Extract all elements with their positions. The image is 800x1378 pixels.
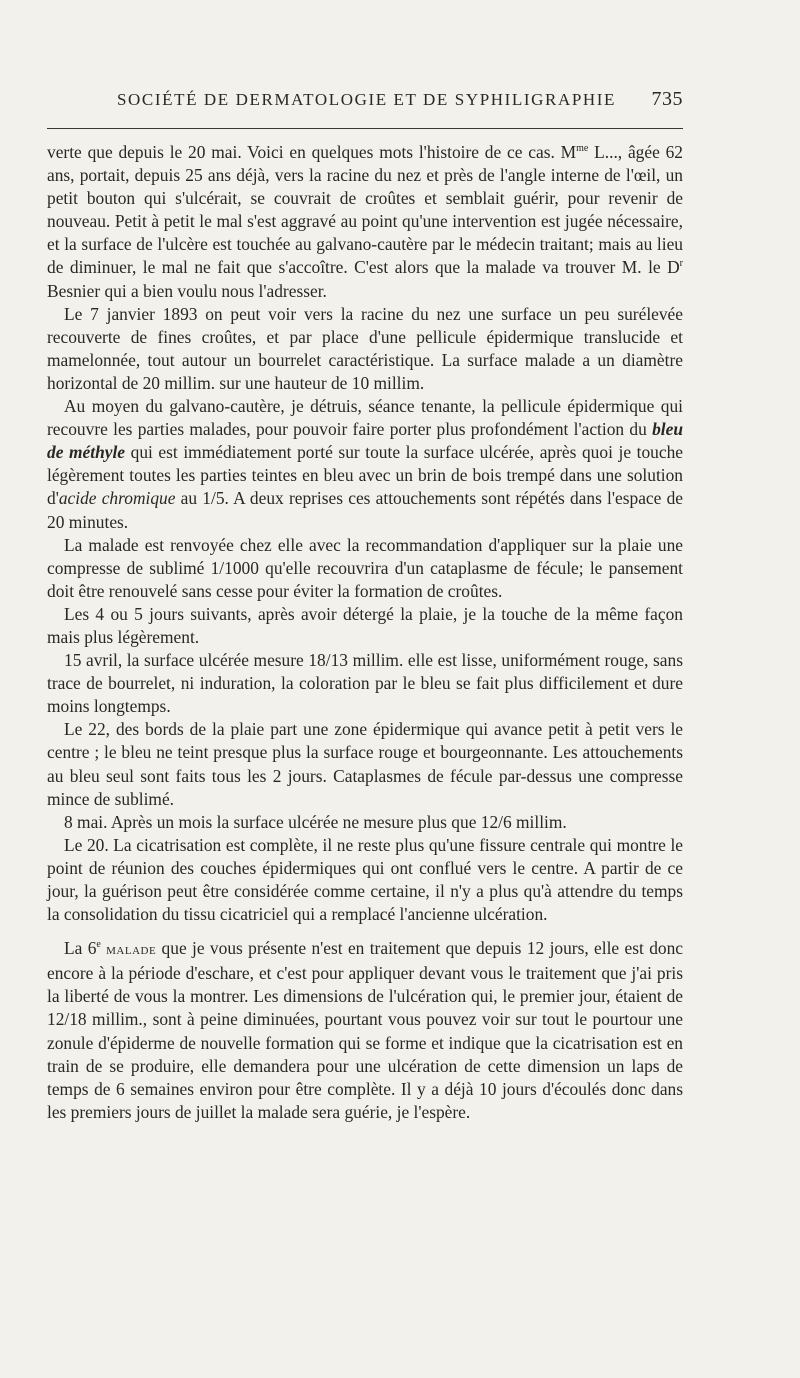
emphasis-bleu-de-methyle: bleu de méthyle — [47, 419, 683, 463]
paragraph-8: 8 mai. Après un mois la surface ulcérée ne mesure plus que 12/6 millim. — [64, 811, 567, 832]
small-caps-malade: malade — [100, 942, 157, 959]
paragraph-2: Le 7 janvier 1893 on peut voir vers la racine du nez une surface un peu surélevée recouverte de fines croûtes, et par place d'une pellicule épidermique translucide et mamelonnée, tout autour un bourrelet caractéristique. La surface malade a un diamètre horizontal de 20 millim. sur une hauteur de 10 millim. — [47, 303, 683, 393]
paragraph-3: Au moyen du galvano-cautère, je détruis, séance tenante, la pellicule épidermique qui recouvre les parties malades, pour pouvoir faire porter plus profondément l'action du bleu de méthyle qui est immédiatement porté sur toute la surface ulcérée, après quoi je touche légèrement toutes les parties teintes en bleu avec un brin de bois trempé dans une solution d'acide chromique au 1/5. A deux reprises ces attouchements sont répétés dans l'espace de 20 minutes. — [47, 396, 683, 532]
body-text — [47, 141, 683, 1124]
paragraph-9: Le 20. La cicatrisation est complète, il ne reste plus qu'une fissure centrale qui montre le point de réunion des couches épidermiques qui ont conflué vers le centre. A partir de ce jour, la guérison peut être considérée comme certaine, il n'y a plus qu'à attendre du temps la consolidation du tissu cicatriciel qui a remplacé l'ancienne ulcération. — [47, 834, 683, 925]
paragraph-6: 15 avril, la surface ulcérée mesure 18/13 millim. elle est lisse, uniformément rouge, sans trace de bourrelet, ni induration, la coloration par le bleu se fait plus difficilement et dure moins longtemps. — [47, 650, 683, 717]
paragraph-10: La 6e malade que je vous présente n'est en traitement que depuis 12 jours, elle est donc encore à la période d'eschare, et c'est pour appliquer devant vous le traitement que j'ai pris la liberté de vous la montrer. Les dimensions de l'ulcération qui, le premier jour, étaient de 12/18 millim., sont à peine diminuées, pourtant vous pouvez voir sur tout le pourtour une zonule d'épiderme de nouvelle formation qui se forme et indique que la cicatrisation est en train de se produire, elle demandera pour une ulcération de cette dimension un laps de temps de 6 semaines environ pour être complète. Il y a déjà 10 jours d'écoulés donc dans les premiers jours de juillet la malade sera guérie, je l'espère. — [47, 938, 683, 1122]
page-header — [47, 88, 683, 122]
paragraph-7: Le 22, des bords de la plaie part une zone épidermique qui avance petit à petit vers le centre ; le bleu ne teint presque plus la surface rouge et bourgeonnante. Les attouchements au bleu seul sont faits tous les 2 jours. Cataplasmes de fécule par-dessus une compresse mince de sublimé. — [47, 719, 683, 809]
page-number: 735 — [651, 88, 683, 110]
book-page — [47, 88, 683, 1124]
header-rule — [47, 128, 683, 129]
paragraph-1: verte que depuis le 20 mai. Voici en quelques mots l'histoire de ce cas. $M^{me}$ L..., âgée 62 ans, portait, depuis 25 ans déjà, vers la racine du nez et près de l'angle interne de l'œil, un petit bouton qui s'ulcérait, se couvrait de croûtes et semblait guérir, pour revenir de nouveau. Petit à petit le mal s'est aggravé au point qu'une intervention est jugée nécessaire, et la surface de l'ulcère est touchée au galvano-cautère par le médecin traitant; mais au lieu de diminuer, le mal ne fait que s'accoître. C'est alors que la malade va trouver M. le $D^r$ Besnier qui a bien voulu nous l'adresser. — [47, 142, 683, 301]
paragraph-5: Les 4 ou 5 jours suivants, après avoir détergé la plaie, je la touche de la même façon mais plus légèrement. — [47, 603, 683, 647]
emphasis-acide-chromique: acide chromique — [58, 488, 176, 509]
paragraph-4: La malade est renvoyée chez elle avec la recommandation d'appliquer sur la plaie une compresse de sublimé 1/1000 qu'elle recouvrira d'un cataplasme de fécule; le pansement doit être renouvelé sans cesse pour éviter la formation de croûtes. — [47, 534, 683, 601]
running-title: SOCIÉTÉ DE DERMATOLOGIE ET DE SYPHILIGRAPHIE — [117, 90, 617, 109]
